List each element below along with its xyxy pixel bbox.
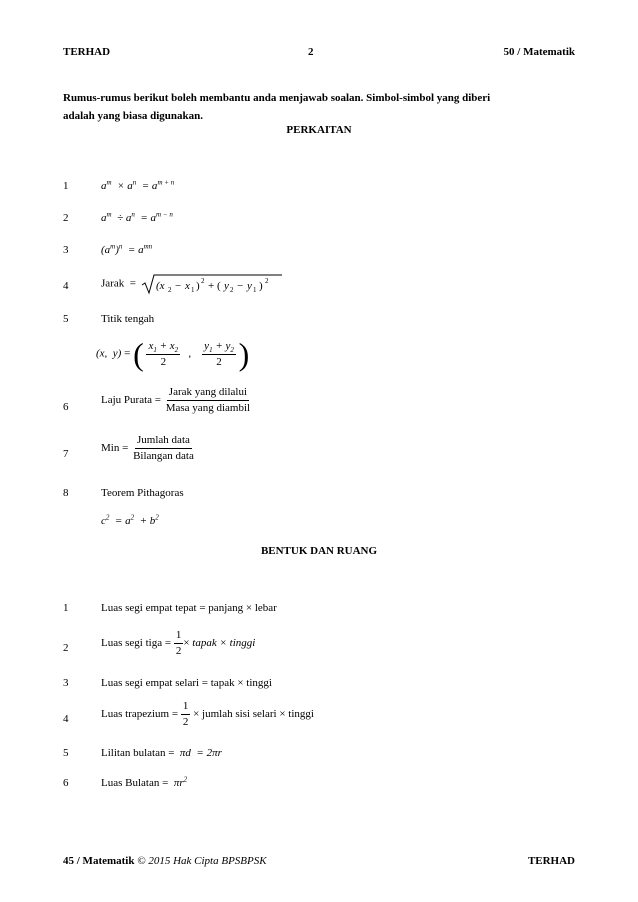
svg-text:2: 2	[168, 286, 172, 294]
square-root-icon	[141, 273, 283, 295]
formula-label: Titik tengah	[101, 313, 155, 325]
svg-text:2: 2	[230, 286, 234, 294]
header-right: 50 / Matematik	[503, 46, 575, 58]
svg-text:2: 2	[201, 277, 205, 285]
formula-triangle-area: Luas segi tiga = $\frac{1}{2}$ × tapak × tinggi	[101, 629, 256, 657]
formula-label: Laju Purata	[101, 394, 153, 407]
formula-number: 7	[63, 448, 69, 460]
formula-expression: × jumlah sisi selari × tinggi	[193, 708, 314, 721]
formula-exponent-divide: $a^m \div a^n = a^{m - n}$	[101, 210, 173, 224]
formula-number: 4	[63, 280, 69, 292]
formula-label: Teorem Pithagoras	[101, 487, 184, 499]
svg-text:2: 2	[265, 277, 269, 285]
svg-text:1: 1	[253, 286, 257, 294]
formula-number: 6	[63, 401, 69, 413]
formula-rectangle-area: Luas segi empat tepat = panjang × lebar	[101, 602, 277, 614]
formula-circle-area: Luas Bulatan = $\pi r^2$	[101, 775, 188, 789]
svg-text:1: 1	[191, 286, 195, 294]
svg-text:−: −	[237, 280, 244, 292]
formula-label: Luas segi tiga =	[101, 637, 172, 650]
formula-number: 2	[63, 212, 69, 224]
section-title-bentuk-dan-ruang: BENTUK DAN RUANG	[260, 545, 378, 557]
intro-line-2: adalah yang biasa digunakan.	[63, 110, 204, 122]
footer-left	[63, 855, 267, 867]
svg-text:): )	[259, 280, 264, 292]
formula-number: 3	[63, 677, 69, 689]
formula-label: Jarak	[101, 277, 125, 290]
formula-number: 3	[63, 244, 69, 256]
fraction: $\frac{x_1 + x_2}{2}$	[148, 339, 179, 368]
page-number: 2	[308, 46, 314, 58]
svg-text:(x: (x	[156, 280, 165, 292]
formula-number: 5	[63, 747, 69, 759]
formula-pythagoras: $c^2 = a^2 + b^2$	[101, 513, 159, 527]
svg-text:): )	[196, 280, 201, 292]
formula-number: 5	[63, 313, 69, 325]
formula-power-of-power: $(a^m)^n = a^{mn}$	[101, 242, 153, 256]
formula-label: Min	[101, 442, 120, 455]
formula-number: 2	[63, 642, 69, 654]
header-left: TERHAD	[63, 46, 111, 58]
section-title-perkaitan: PERKAITAN	[286, 124, 352, 136]
footer-right: TERHAD	[527, 855, 575, 867]
svg-text:+ (: + (	[208, 280, 222, 292]
fraction-numerator: Jarak yang dilalui	[167, 386, 249, 401]
formula-number: 8	[63, 487, 69, 499]
formula-circumference: Lilitan bulatan = πd = 2πr	[101, 747, 222, 759]
svg-text:x: x	[185, 280, 191, 292]
fraction-denominator: Bilangan data	[133, 450, 194, 462]
footer-copyright: © 2015 Hak Cipta BPSBPSK	[137, 855, 267, 867]
formula-mean: Min = $\frac{\text{Jumlah data}}{\text{Bilangan data}}$	[101, 434, 194, 462]
formula-exponent-multiply: $a^m \times a^n = a^{m + n}$	[101, 178, 175, 192]
fraction-denominator: Masa yang diambil	[165, 402, 251, 414]
formula-trapezium-area: Luas trapezium = $\frac{1}{2}$ × jumlah sisi selari × tinggi	[101, 700, 314, 728]
formula-midpoint: (x, y) = ( $\frac{x_1 + x_2}{2}$ , $\frac{y_1 + y_2}{2}$ )	[96, 336, 250, 372]
formula-number: 4	[63, 713, 69, 725]
fraction-numerator: Jumlah data	[135, 434, 192, 449]
svg-text:−: −	[175, 280, 182, 292]
svg-text:y: y	[224, 280, 230, 292]
formula-average-speed: Laju Purata = $\frac{\text{Jarak yang dilalui}}{\text{Masa yang diambil}}$	[101, 386, 251, 414]
formula-label: Luas trapezium =	[101, 708, 179, 721]
formula-number: 1	[63, 180, 69, 192]
footer-code: 45 / Matematik	[63, 855, 135, 867]
svg-text:y: y	[247, 280, 253, 292]
formula-number: 6	[63, 777, 69, 789]
formula-label: Lilitan bulatan =	[101, 747, 175, 759]
formula-number: 1	[63, 602, 69, 614]
formula-parallelogram-area: Luas segi empat selari = tapak × tinggi	[101, 677, 272, 689]
fraction: $\frac{y_1 + y_2}{2}$	[204, 339, 234, 368]
formula-distance: Jarak = (x 2 − x 1 ) 2 + ( y 2 − y 1 ) 2	[101, 273, 283, 295]
formula-expression: tapak × tinggi	[192, 637, 256, 650]
formula-label: Luas Bulatan =	[101, 777, 169, 789]
intro-line-1: Rumus-rumus berikut boleh membantu anda menjawab soalan. Simbol-simbol yang diberi	[63, 92, 491, 104]
